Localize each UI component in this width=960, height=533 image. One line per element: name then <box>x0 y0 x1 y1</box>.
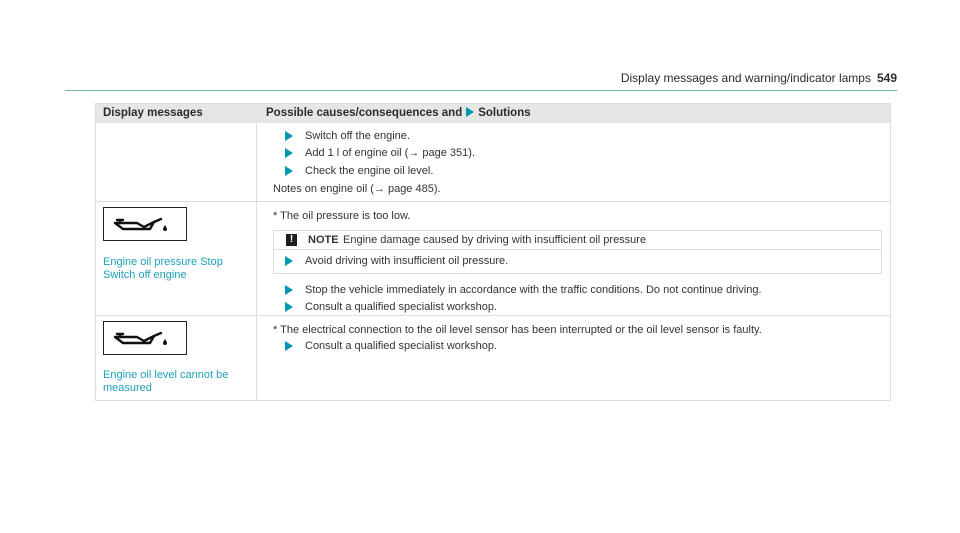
cause-text: * The oil pressure is too low. <box>273 210 411 222</box>
page-number: 549 <box>876 71 897 85</box>
message-engine-oil-level: Engine oil level cannot be measured <box>103 369 229 394</box>
cause-text: * The electrical connection to the oil level sensor has been interrupted or the oil level sensor is faulty. <box>273 324 762 336</box>
notes-reference: Notes on engine oil (→ page 485). <box>273 183 441 195</box>
warning-exclamation-icon: ! <box>286 234 297 246</box>
oil-can-icon <box>104 208 185 239</box>
play-triangle-icon <box>285 341 293 351</box>
column-divider <box>256 123 257 400</box>
column-header-causes-solutions <box>266 107 531 119</box>
row-divider <box>96 201 890 202</box>
column-header-display-messages: Display messages <box>103 107 203 119</box>
note-box <box>273 230 882 250</box>
row-divider <box>96 315 890 316</box>
play-triangle-icon <box>285 256 293 266</box>
header-title: Display messages and warning/indicator lamps <box>620 71 871 85</box>
oil-can-icon <box>104 322 185 353</box>
message-engine-oil-pressure: Engine oil pressure Stop Switch off engine <box>103 256 223 281</box>
table-header <box>96 104 890 123</box>
play-triangle-icon <box>285 166 293 176</box>
play-triangle-icon <box>466 107 474 117</box>
header-prefix: Possible causes/consequences and <box>266 107 463 119</box>
play-triangle-icon <box>285 285 293 295</box>
running-header <box>600 71 897 87</box>
note-text: Engine damage caused by driving with insufficient oil pressure <box>343 234 647 246</box>
header-suffix: Solutions <box>478 107 531 119</box>
play-triangle-icon <box>285 302 293 312</box>
play-triangle-icon <box>285 148 293 158</box>
note-action-box: Avoid driving with insufficient oil pressure. <box>273 250 882 274</box>
display-messages-table: Display messages Possible causes/consequences and Solutions Switch off the engine. Add 1 l of engine oil (→ page 351). Check the engine oil level. Notes on engine oil (→ page 485). Engine oil pressure Stop Switch off engine * The oil pressure is too low. ! NOTE Engine damage caused by driving with insufficient oil pressure Avoid driving with insufficient oil pressure. Stop the vehicle immediately in accordance with the traffic conditions. Do not continue driving. Consult a qualified specialist workshop. Engine oil level cannot be measured * The electrical connection to the oil level sensor has been interrupted or the oil level sensor is faulty. Consult a qualified specialist workshop. <box>95 103 891 401</box>
oil-level-display-icon <box>103 321 187 355</box>
play-triangle-icon <box>285 131 293 141</box>
header-rule <box>65 90 897 91</box>
oil-pressure-display-icon <box>103 207 187 241</box>
note-label: NOTE <box>308 234 339 246</box>
